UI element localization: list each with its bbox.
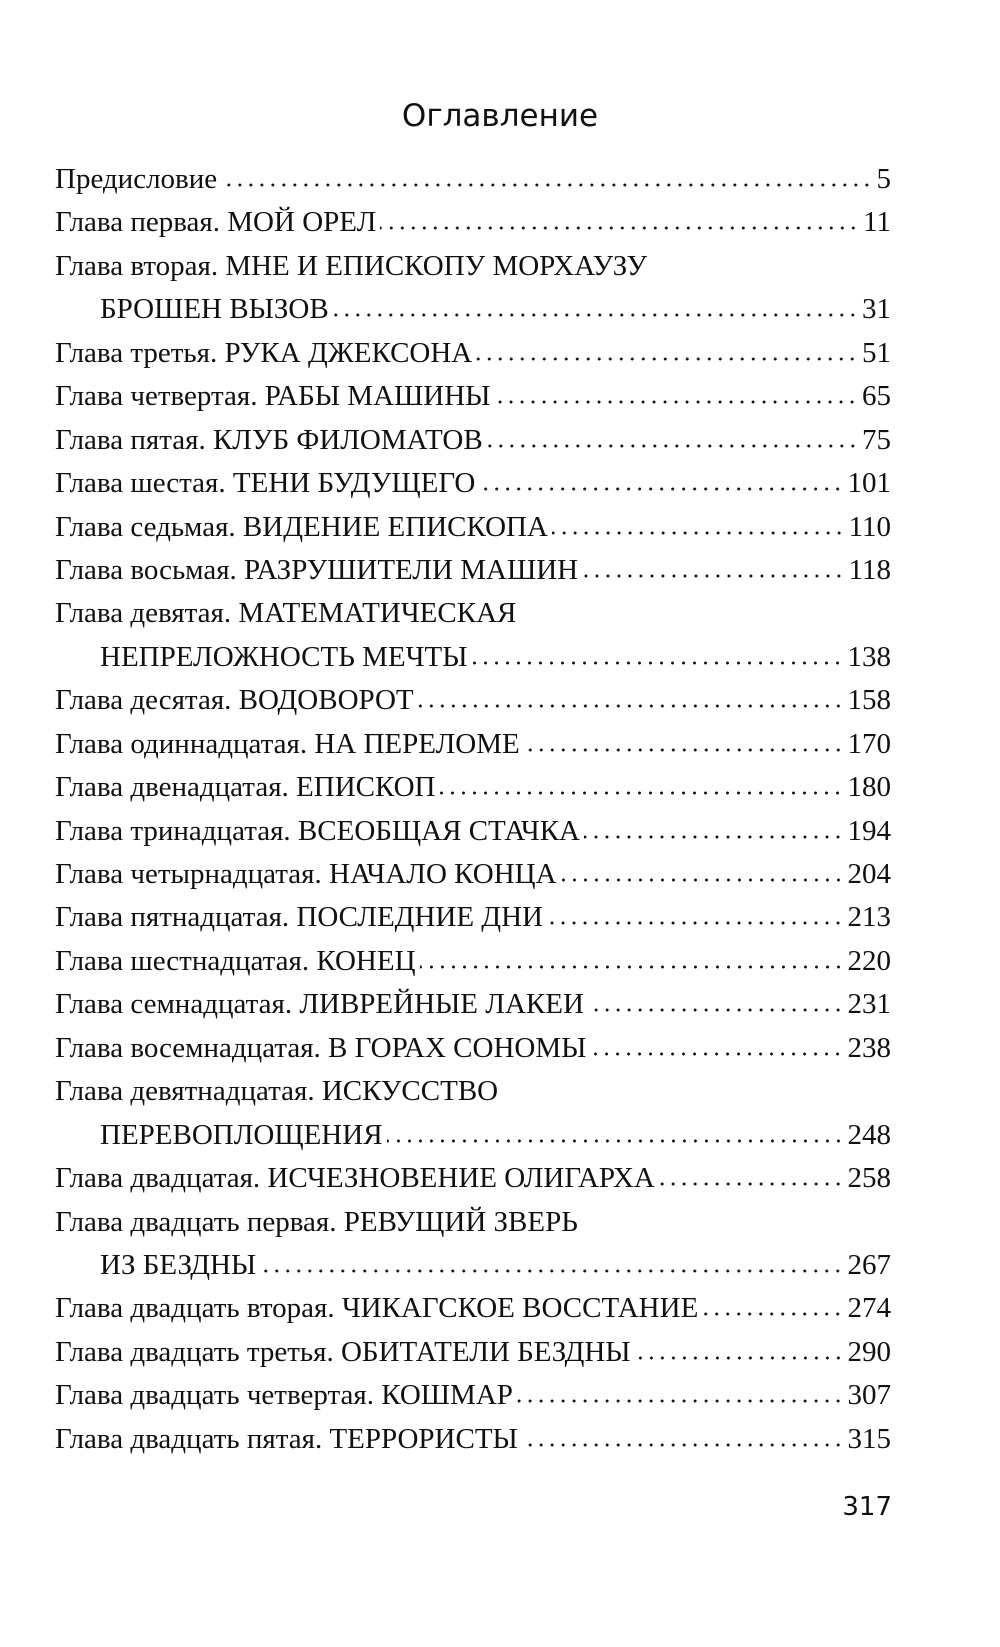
toc-entry-title: Глава первая. МОЙ ОРЕЛ (55, 206, 377, 239)
toc-entry (55, 896, 891, 939)
dot-leader (561, 875, 844, 883)
toc-entry (55, 810, 891, 853)
dot-leader (387, 1136, 844, 1144)
toc-entry-page: 290 (847, 1335, 891, 1368)
toc-entry-page: 110 (848, 510, 891, 543)
dot-leader (547, 918, 844, 926)
dot-leader (494, 397, 858, 405)
dot-leader (260, 1266, 843, 1274)
toc-entry (55, 201, 891, 244)
toc-entry-title: ПЕРЕВОПЛОЩЕНИЯ (100, 1118, 383, 1151)
toc-entry-title: Глава девятнадцатая. ИСКУССТВО (55, 1075, 499, 1108)
toc-entry (55, 419, 891, 462)
toc-entry (55, 1027, 891, 1070)
table-of-contents (55, 158, 891, 1461)
dot-leader (517, 1396, 844, 1404)
toc-entry-title: Глава двадцать первая. РЕВУЩИЙ ЗВЕРЬ (55, 1205, 578, 1238)
toc-entry-page: 5 (876, 163, 891, 195)
toc-entry (55, 1287, 891, 1330)
toc-entry-page: 204 (847, 858, 891, 890)
dot-leader (333, 310, 858, 318)
toc-entry-page: 267 (847, 1248, 891, 1281)
toc-entry-title: Глава шестнадцатая. КОНЕЦ (55, 944, 416, 977)
toc-entry (55, 158, 891, 201)
toc-entry-page: 118 (848, 553, 891, 586)
toc-entry-title: Глава тринадцатая. ВСЕОБЩАЯ СТАЧКА (55, 814, 581, 847)
toc-entry-page: 231 (847, 988, 891, 1021)
toc-entry (55, 679, 891, 722)
dot-leader (552, 528, 845, 536)
toc-entry-title: ИЗ БЕЗДНЫ (100, 1248, 257, 1281)
toc-entry (55, 766, 891, 809)
dot-leader (476, 354, 858, 362)
toc-entry-title: Глава двадцать вторая. ЧИКАГСКОЕ ВОССТАНИЕ (55, 1292, 699, 1325)
toc-entry-title: Глава десятая. ВОДОВОРОТ (55, 684, 414, 717)
toc-entry-page: 31 (862, 293, 891, 326)
toc-entry (55, 288, 891, 331)
toc-entry-page: 258 (847, 1162, 891, 1195)
toc-entry (55, 1374, 891, 1417)
toc-entry (55, 1244, 891, 1287)
toc-entry (55, 636, 891, 679)
toc-entry (55, 940, 891, 983)
toc-entry (55, 853, 891, 896)
toc-entry-title: Глава пятая. КЛУБ ФИЛОМАТОВ (55, 423, 483, 456)
toc-entry-title: Глава четырнадцатая. НАЧАЛО КОНЦА (55, 858, 557, 890)
toc-entry-page: 65 (862, 380, 891, 413)
toc-entry (55, 1157, 891, 1200)
toc-entry-title: Глава двенадцатая. ЕПИСКОП (55, 771, 436, 804)
toc-entry-page: 180 (847, 771, 891, 804)
toc-entry-page: 220 (847, 944, 891, 977)
dot-leader (584, 832, 843, 840)
toc-entry-title: Глава семнадцатая. ЛИВРЕЙНЫЕ ЛАКЕИ (55, 988, 584, 1021)
dot-leader (221, 180, 872, 188)
toc-entry-page: 101 (847, 467, 891, 500)
toc-entry-title: Глава девятая. МАТЕМАТИЧЕСКАЯ (55, 597, 517, 630)
toc-entry (55, 1418, 891, 1461)
toc-entry-page: 170 (847, 727, 891, 760)
toc-entry (55, 506, 891, 549)
toc-entry-page: 158 (847, 684, 891, 717)
toc-entry-page: 213 (847, 901, 891, 934)
toc-entry-page: 51 (862, 336, 891, 369)
toc-entry (55, 462, 891, 505)
toc-entry-page: 307 (847, 1379, 891, 1412)
toc-entry (55, 1201, 891, 1244)
dot-leader (582, 571, 844, 579)
toc-entry-page: 11 (863, 206, 891, 239)
dot-leader (420, 962, 844, 970)
toc-entry-title: Глава пятнадцатая. ПОСЛЕДНИЕ ДНИ (55, 901, 543, 934)
toc-entry-title: Глава восемнадцатая. В ГОРАХ СОНОМЫ (55, 1031, 587, 1064)
dot-leader (479, 484, 843, 492)
toc-entry-title: Глава двадцать четвертая. КОШМАР (55, 1379, 513, 1412)
page-number: 317 (842, 1492, 892, 1522)
toc-entry-page: 274 (847, 1292, 891, 1325)
toc-entry (55, 1114, 891, 1157)
toc-entry-title: Глава седьмая. ВИДЕНИЕ ЕПИСКОПА (55, 510, 548, 543)
toc-entry-title: Глава двадцать третья. ОБИТАТЕЛИ БЕЗДНЫ (55, 1335, 631, 1368)
dot-leader (590, 1049, 843, 1057)
toc-entry-page: 138 (847, 640, 891, 673)
toc-entry-title: Предисловие (55, 163, 218, 195)
dot-leader (635, 1353, 844, 1361)
dot-leader (659, 1179, 844, 1187)
toc-entry-page: 75 (862, 423, 891, 456)
dot-leader (522, 1440, 844, 1448)
dot-leader (524, 745, 844, 753)
dot-leader (439, 788, 843, 796)
toc-entry-title: Глава одиннадцатая. НА ПЕРЕЛОМЕ (55, 727, 520, 760)
dot-leader (588, 1005, 844, 1013)
toc-entry-title: Глава восьмая. РАЗРУШИТЕЛИ МАШИН (55, 553, 579, 586)
toc-entry (55, 549, 891, 592)
toc-entry (55, 245, 891, 288)
toc-entry (55, 375, 891, 418)
toc-entry-page: 315 (847, 1422, 891, 1455)
toc-entry (55, 723, 891, 766)
toc-entry-title: Глава шестая. ТЕНИ БУДУЩЕГО (55, 467, 476, 500)
toc-entry-page: 248 (847, 1118, 891, 1151)
toc-entry-title: Глава двадцать пятая. ТЕРРОРИСТЫ (55, 1422, 518, 1455)
toc-entry-title: Глава третья. РУКА ДЖЕКСОНА (55, 336, 473, 369)
toc-entry-page: 238 (847, 1031, 891, 1064)
toc-entry-title: Глава четвертая. РАБЫ МАШИНЫ (55, 380, 491, 413)
toc-entry (55, 1331, 891, 1374)
toc-entry-title: Глава двадцатая. ИСЧЕЗНОВЕНИЕ ОЛИГАРХА (55, 1162, 655, 1195)
page-title: Оглавление (401, 98, 599, 134)
dot-leader (380, 223, 859, 231)
dot-leader (471, 658, 843, 666)
dot-leader (702, 1309, 843, 1317)
dot-leader (487, 441, 858, 449)
toc-entry (55, 1070, 891, 1113)
toc-entry-title: НЕПРЕЛОЖНОСТЬ МЕЧТЫ (100, 640, 468, 673)
toc-entry (55, 332, 891, 375)
toc-entry (55, 983, 891, 1026)
toc-entry (55, 592, 891, 635)
toc-entry-page: 194 (847, 814, 891, 847)
toc-entry-title: Глава вторая. МНЕ И ЕПИСКОПУ МОРХАУЗУ (55, 249, 648, 282)
toc-entry-title: БРОШЕН ВЫЗОВ (100, 293, 329, 326)
dot-leader (418, 701, 844, 709)
